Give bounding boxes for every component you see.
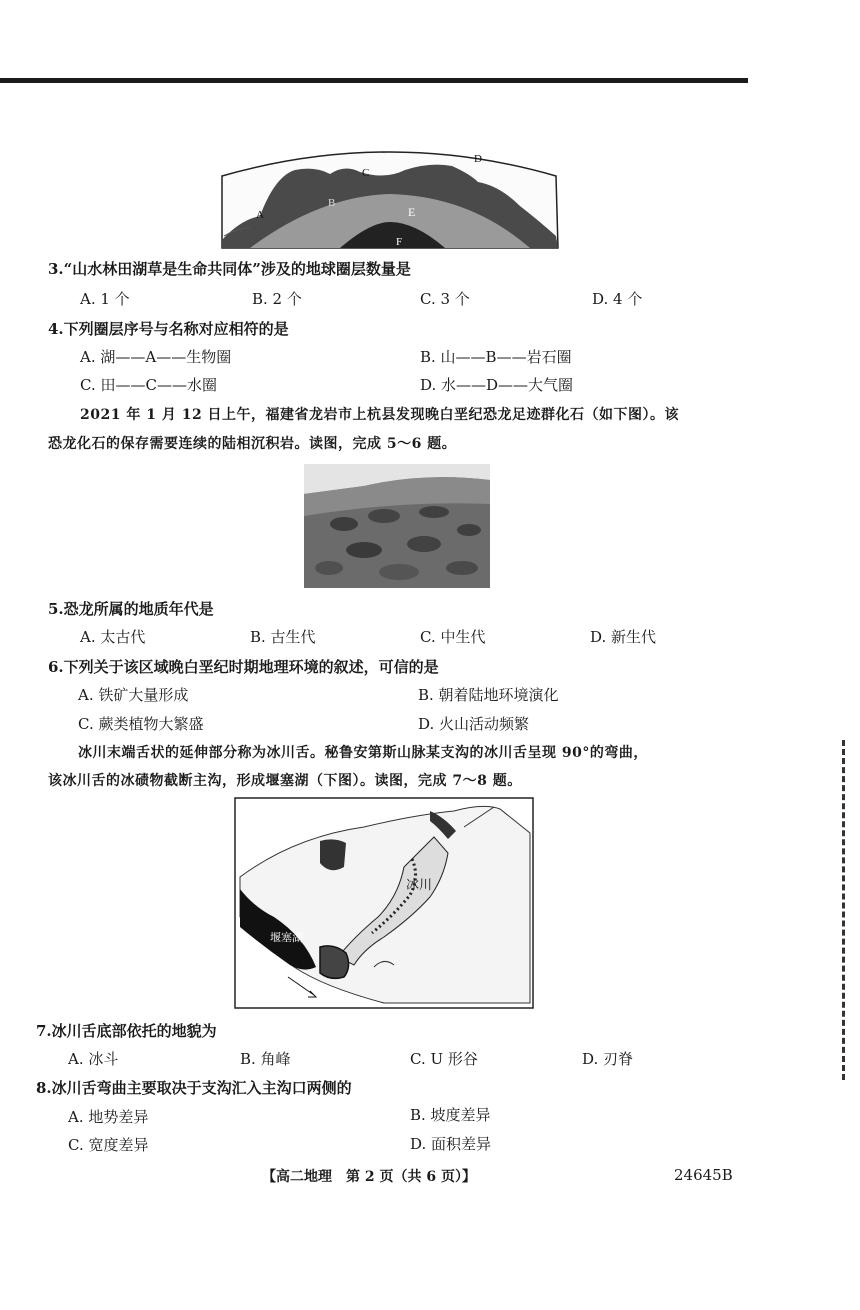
q6-option-c: C. 蕨类植物大繁盛 bbox=[78, 715, 204, 733]
question-5-stem: 5.恐龙所属的地质年代是 bbox=[48, 600, 214, 618]
binding-dash-line bbox=[842, 740, 845, 1080]
q3-option-a: A. 1 个 bbox=[80, 290, 130, 308]
lake-label: 堰塞湖 bbox=[270, 931, 303, 944]
q3-option-d: D. 4 个 bbox=[592, 290, 643, 308]
label-e: E bbox=[408, 205, 416, 219]
q3-option-b: B. 2 个 bbox=[252, 290, 302, 308]
glacier-tongue-figure bbox=[234, 797, 534, 1009]
passage-2-line-1: 冰川末端舌状的延伸部分称为冰川舌。秘鲁安第斯山脉某支沟的冰川舌呈现 90°的弯曲， bbox=[78, 745, 648, 761]
label-a: A bbox=[256, 209, 264, 221]
q7-option-c: C. U 形谷 bbox=[410, 1050, 478, 1068]
q4-option-d: D. 水——D——大气圈 bbox=[420, 376, 574, 394]
label-c: C bbox=[362, 167, 370, 179]
dinosaur-footprint-photo bbox=[304, 464, 490, 588]
q8-option-a: A. 地势差异 bbox=[68, 1108, 149, 1126]
earth-spheres-figure bbox=[220, 136, 560, 250]
passage-2-line-2: 该冰川舌的冰碛物截断主沟，形成堰塞湖（下图）。读图，完成 7～8 题。 bbox=[48, 773, 522, 789]
glacier-label: 冰川 bbox=[406, 878, 433, 893]
q8-option-b: B. 坡度差异 bbox=[410, 1106, 491, 1124]
question-3-stem: 3.“山水林田湖草是生命共同体”涉及的地球圈层数量是 bbox=[48, 260, 411, 278]
page-footer: 【高二地理 第 2 页（共 6 页）】 bbox=[262, 1169, 476, 1185]
label-b: B bbox=[328, 197, 336, 209]
q7-option-a: A. 冰斗 bbox=[68, 1050, 119, 1068]
q7-option-d: D. 刃脊 bbox=[582, 1050, 634, 1068]
question-7-stem: 7.冰川舌底部依托的地貌为 bbox=[36, 1022, 217, 1040]
q3-option-c: C. 3 个 bbox=[420, 290, 470, 308]
q8-option-c: C. 宽度差异 bbox=[68, 1136, 149, 1154]
q5-option-c: C. 中生代 bbox=[420, 628, 486, 646]
passage-1-line-2: 恐龙化石的保存需要连续的陆相沉积岩。读图，完成 5～6 题。 bbox=[48, 436, 457, 452]
question-8-stem: 8.冰川舌弯曲主要取决于支沟汇入主沟口两侧的 bbox=[36, 1079, 352, 1097]
q4-option-c: C. 田——C——水圈 bbox=[80, 376, 217, 394]
q7-option-b: B. 角峰 bbox=[240, 1050, 291, 1068]
label-d: D bbox=[474, 153, 482, 165]
top-border-rule bbox=[0, 78, 748, 83]
q5-option-d: D. 新生代 bbox=[590, 628, 657, 646]
question-4-stem: 4.下列圈层序号与名称对应相符的是 bbox=[48, 320, 289, 338]
q5-option-a: A. 太古代 bbox=[80, 628, 146, 646]
passage-1-line-1: 2021 年 1 月 12 日上午，福建省龙岩市上杭县发现晚白垩纪恐龙足迹群化石（如下图）。该 bbox=[80, 407, 680, 423]
q6-option-d: D. 火山活动频繁 bbox=[418, 715, 530, 733]
q6-option-b: B. 朝着陆地环境演化 bbox=[418, 686, 559, 704]
label-f: F bbox=[396, 236, 403, 248]
exam-code: 24645B bbox=[674, 1166, 733, 1184]
q4-option-b: B. 山——B——岩石圈 bbox=[420, 348, 572, 366]
q4-option-a: A. 湖——A——生物圈 bbox=[80, 348, 232, 366]
q6-option-a: A. 铁矿大量形成 bbox=[78, 686, 189, 704]
q8-option-d: D. 面积差异 bbox=[410, 1135, 492, 1153]
q5-option-b: B. 古生代 bbox=[250, 628, 316, 646]
question-6-stem: 6.下列关于该区域晚白垩纪时期地理环境的叙述，可信的是 bbox=[48, 658, 439, 676]
